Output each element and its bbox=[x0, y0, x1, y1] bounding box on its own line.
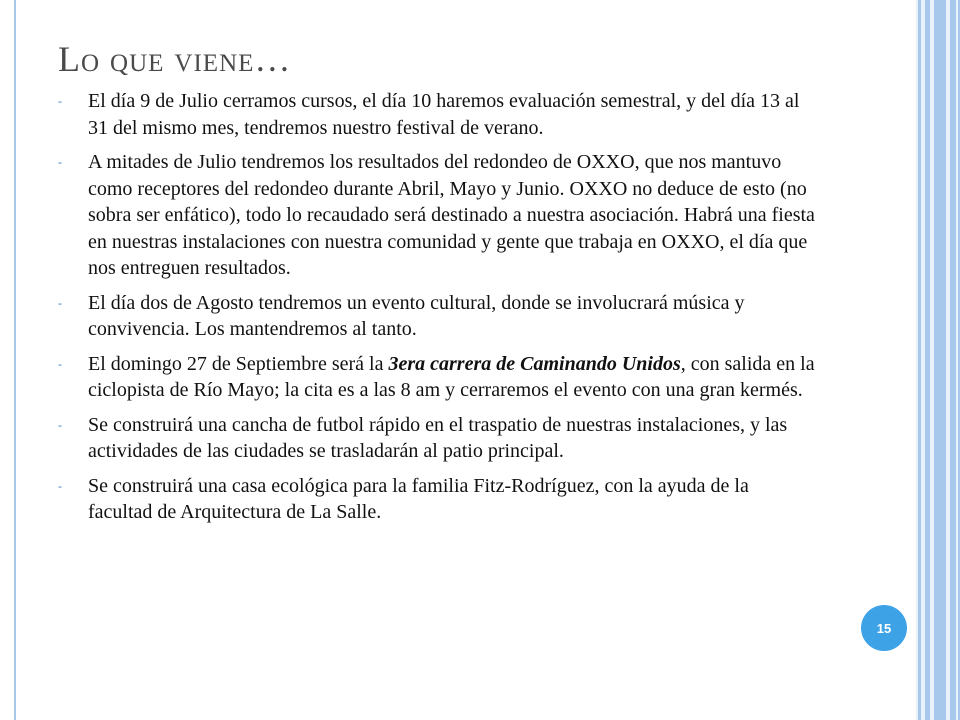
page-number-badge: 15 bbox=[861, 605, 907, 651]
bullet-item bbox=[56, 473, 816, 526]
bullet-dash-icon: - bbox=[58, 417, 62, 432]
bullet-dash-icon: - bbox=[58, 94, 62, 108]
bullet-text: El domingo 27 de Septiembre será la bbox=[88, 352, 389, 375]
bullet-item bbox=[56, 412, 816, 465]
left-border-line bbox=[14, 0, 16, 720]
bullet-item bbox=[56, 88, 816, 141]
slide-title: Lo que viene… bbox=[58, 39, 292, 79]
bullet-dash-icon: - bbox=[58, 295, 62, 310]
stripe bbox=[918, 0, 921, 720]
bullet-item bbox=[56, 290, 816, 343]
bullet-dash-icon: - bbox=[58, 478, 62, 493]
bullet-item bbox=[56, 149, 816, 282]
bullet-list bbox=[56, 88, 816, 534]
bullet-text: El día dos de Agosto tendremos un evento cultural, donde se involucrará música y convivencia. Los mantendremos al tanto. bbox=[88, 291, 745, 340]
bullet-item bbox=[56, 351, 816, 404]
right-decoration bbox=[916, 0, 960, 720]
bullet-text: Se construirá una cancha de futbol rápido en el traspatio de nuestras instalaciones, y las actividades de las ciudades se trasladarán al patio principal. bbox=[88, 413, 788, 462]
stripe bbox=[925, 0, 930, 720]
bullet-dash-icon: - bbox=[58, 155, 62, 169]
bullet-emphasis-text: 3era carrera de Caminando Unidos bbox=[388, 352, 681, 375]
bullet-text: Se construirá una casa ecológica para la familia Fitz-Rodríguez, con la ayuda de la facultad de Arquitectura de La Salle. bbox=[88, 474, 749, 523]
stripe bbox=[934, 0, 946, 720]
bullet-text: El día 9 de Julio cerramos cursos, el día 10 haremos evaluación semestral, y del día 13 al 31 del mismo mes, tendremos nuestro festival de verano. bbox=[88, 90, 800, 139]
bullet-text: A mitades de Julio tendremos los resultados del redondeo de OXXO, que nos mantuvo como receptores del redondeo durante Abril, Mayo y Junio. OXXO no deduce de esto (no sobra ser enfático), todo lo recaudado será destinado a nuestra asociación. Habrá una fiesta en nuestras instalaciones con nuestra comunidad y gente que trabaja en OXXO, el día que nos entreguen resultados. bbox=[88, 151, 815, 279]
stripe bbox=[950, 0, 956, 720]
bullet-text: , con salida en la ciclopista de Río Mayo; la cita es a las 8 am y cerraremos el evento con una gran kermés. bbox=[88, 352, 815, 401]
bullet-dash-icon: - bbox=[58, 356, 62, 371]
